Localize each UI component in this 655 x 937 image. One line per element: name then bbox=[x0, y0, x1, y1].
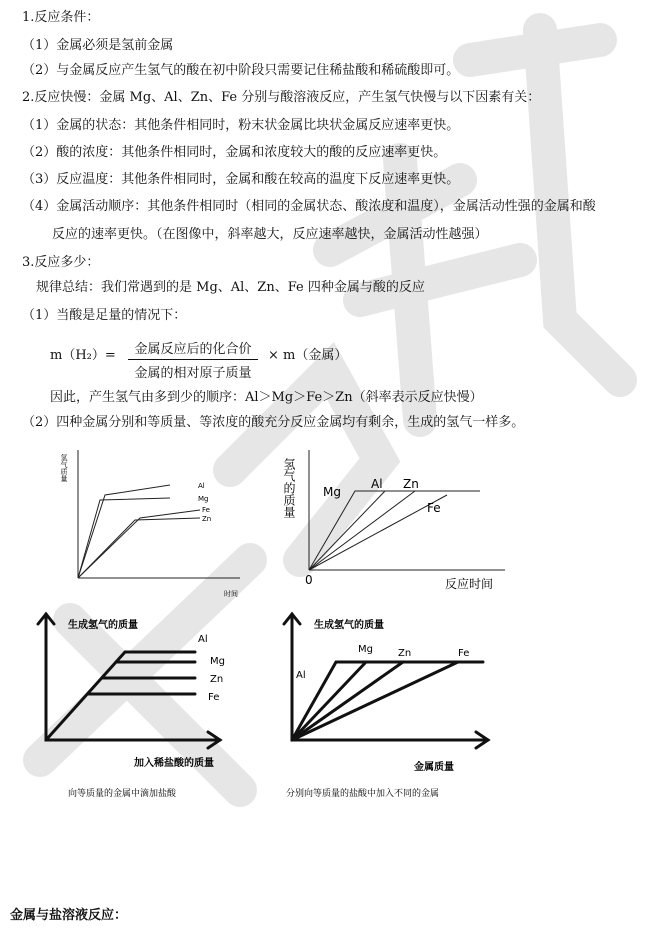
series-label: Al bbox=[371, 477, 383, 491]
section-2-title: 2.反应快慢：金属 Mg、Al、Zn、Fe 分别与酸溶液反应，产生氢气快慢与以下因素有关： bbox=[22, 90, 541, 105]
y-axis-label: 生成氢气的质量 bbox=[68, 620, 138, 631]
chart-2 bbox=[282, 448, 515, 593]
series-label: Fe bbox=[458, 648, 470, 659]
chart-3 bbox=[30, 612, 260, 802]
x-axis-label: 加入稀盐酸的质量 bbox=[134, 758, 214, 769]
line-mg bbox=[78, 498, 170, 578]
series-label: Zn bbox=[403, 477, 419, 491]
text-line: （1）当酸是足量的情况下： bbox=[22, 308, 187, 323]
section-1-title: 1.反应条件： bbox=[22, 10, 100, 25]
series-label: Mg bbox=[323, 485, 341, 499]
formula-numerator: 金属反应后的化合价 bbox=[134, 342, 252, 357]
y-axis-label: 生成氢气的质量 bbox=[314, 620, 384, 631]
series-label: Zn bbox=[202, 515, 212, 523]
formula-right: × m（金属） bbox=[268, 348, 348, 363]
section-3-title: 3.反应多少： bbox=[22, 255, 100, 270]
chart-caption: 向等质量的金属中滴加盐酸 bbox=[68, 789, 177, 799]
chart-1 bbox=[60, 448, 260, 600]
line-zn bbox=[309, 491, 415, 570]
series-label: Zn bbox=[210, 674, 224, 685]
text-line: （2）酸的浓度：其他条件相同时，金属和浓度较大的酸的反应速率更快。 bbox=[22, 145, 447, 160]
x-axis-label: 金属质量 bbox=[414, 762, 454, 773]
x-axis-label: 反应时间 bbox=[445, 577, 494, 591]
fraction-bar bbox=[128, 359, 258, 360]
text-line: 反应的速率更快。（在图像中，斜率越大，反应速率越快，金属活动性越强） bbox=[52, 227, 488, 242]
text-line: （2）四种金属分别和等质量、等浓度的酸充分反应金属均有剩余，生成的氢气一样多。 bbox=[22, 415, 525, 430]
text-line: （1）金属的状态：其他条件相同时，粉末状金属比块状金属反应速率更快。 bbox=[22, 118, 460, 133]
formula-fraction bbox=[128, 338, 258, 381]
y-axis-label: 氢气的质量 bbox=[282, 458, 296, 518]
text-line: （1）金属必须是氢前金属 bbox=[22, 38, 174, 53]
text-line: （2）与金属反应产生氢气的酸在初中阶段只需要记住稀盐酸和稀硫酸即可。 bbox=[22, 63, 460, 78]
x-axis-label: 时间 bbox=[224, 590, 238, 598]
bottom-heading: 金属与盐溶液反应： bbox=[10, 908, 128, 923]
line-al bbox=[309, 491, 385, 570]
y-axis-label: 氢气质量 bbox=[60, 454, 68, 482]
text-line: 因此，产生氢气由多到少的顺序：Al＞Mg＞Fe＞Zn（斜率表示反应快慢） bbox=[50, 390, 483, 405]
series-label: Mg bbox=[198, 495, 209, 503]
formula-left: m（H₂）= bbox=[50, 348, 116, 363]
series-label: Al bbox=[296, 670, 306, 681]
line-mg bbox=[309, 491, 480, 570]
chart-4 bbox=[278, 612, 503, 802]
chart-caption: 分别向等质量的盐酸中加入不同的金属 bbox=[286, 789, 440, 799]
series-label: Mg bbox=[358, 644, 373, 655]
text-line: 规律总结：我们常遇到的是 Mg、Al、Zn、Fe 四种金属与酸的反应 bbox=[36, 280, 425, 295]
text-line: （4）金属活动顺序：其他条件相同时（相同的金属状态、酸浓度和温度），金属活动性强的金属和酸 bbox=[22, 199, 596, 214]
series-label: Zn bbox=[398, 648, 412, 659]
formula-denominator: 金属的相对原子质量 bbox=[134, 366, 252, 381]
line-zn bbox=[292, 662, 403, 740]
series-label: Al bbox=[198, 482, 205, 490]
text-line: （3）反应温度：其他条件相同时，金属和酸在较高的温度下反应速率更快。 bbox=[22, 172, 460, 187]
line-al bbox=[46, 652, 195, 740]
origin-label: 0 bbox=[305, 573, 313, 587]
series-label: Fe bbox=[208, 692, 220, 703]
line-fe bbox=[292, 662, 458, 740]
series-label: Al bbox=[198, 634, 208, 645]
line-zn bbox=[78, 518, 200, 578]
series-label: Fe bbox=[427, 501, 441, 515]
series-label: Mg bbox=[210, 656, 225, 667]
series-label: Fe bbox=[202, 506, 210, 514]
